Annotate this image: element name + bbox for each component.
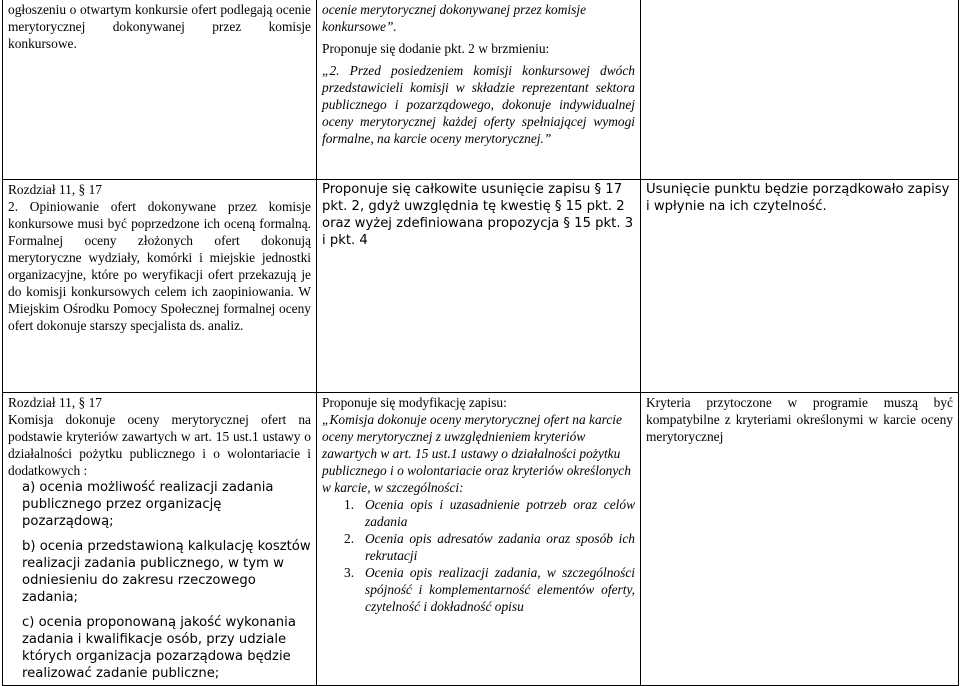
criterion-c: c) ocenia proponowaną jakość wykonania zadania i kwalifikacje osób, przy udziale których organizacja pozarządowa będzie realizować zadanie publiczne; [22, 615, 296, 681]
criteria-list [322, 496, 635, 615]
paragraph: Proponuje się całkowite usunięcie zapisu § 17 pkt. 2, gdyż uwzględnia tę kwestię § 15 pkt. 2 oraz wyżej zdefiniowana propozycja § 15 pkt. 3 i pkt. 4 [322, 182, 634, 248]
paragraph: Proponuje się dodanie pkt. 2 w brzmieniu: [322, 41, 550, 56]
cell-current-text [3, 393, 317, 686]
cell-proposal [317, 0, 641, 180]
paragraph: Komisja dokonuje oceny merytorycznej ofert na podstawie kryteriów zawartych w art. 15 ust.1 ustawy o działalności pożytku publicznego i o wolontariacie i dodatkowych : [8, 412, 311, 478]
cell-current-text [3, 0, 317, 180]
cell-justification [641, 0, 959, 180]
criterion-a: a) ocenia możliwość realizacji zadania publicznego przez organizację pozarządową; [22, 480, 274, 529]
paragraph: Usunięcie punktu będzie porządkowało zapisy i wpłynie na ich czytelność. [646, 182, 950, 214]
cell-justification [641, 180, 959, 393]
quote: „Komisja dokonuje oceny merytorycznej ofert na karcie oceny merytorycznej z uwzględnieniem kryteriów zawartych w art. 15 ust.1 ustawy o działalności pożytku publicznego i o wolontariacie oraz kryteriów określonych w karcie, w szczególności: [322, 412, 631, 495]
criterion-b: b) ocenia przedstawioną kalkulację kosztów realizacji zadania publicznego, w tym w odniesieniu do zakresu rzeczowego zadania; [22, 539, 311, 605]
paragraph: ogłoszeniu o otwartym konkursie ofert podlegają ocenie merytorycznej dokonywanej przez komisje konkursowe. [8, 2, 311, 51]
paragraph: Proponuje się modyfikację zapisu: [322, 395, 507, 410]
table-row [3, 0, 959, 180]
quote: „2. Przed posiedzeniem komisji konkursowej dwóch przedstawicieli komisji w składzie reprezentant sektora publicznego i pozarządowego, dokonuje indywidualnej oceny merytorycznej każdej oferty spełniającej wymogi formalne, na karcie oceny merytorycznej.” [322, 63, 635, 146]
list-item: 2. Ocenia opis adresatów zadania oraz sposób ich rekrutacji [344, 531, 635, 563]
cell-justification [641, 393, 959, 686]
paragraph: ocenie merytorycznej dokonywanej przez komisje konkursowe”. [322, 2, 587, 34]
paragraph: 2. Opiniowanie ofert dokonywane przez komisje konkursowe musi być poprzedzone ich oceną formalną. Formalnej oceny złożonych ofert dokonują merytoryczne wydziały, komórki i miejskie jednostki organizacyjne, które po weryfikacji ofert przekazują je do komisji konkursowych celem ich zaopiniowania. W Miejskim Ośrodku Pomocy Społecznej formalnej oceny ofert dokonuje starszy specjalista ds. analiz. [8, 199, 311, 333]
table-row [3, 393, 959, 686]
table-row [3, 180, 959, 393]
comments-table [2, 0, 959, 686]
cell-current-text [3, 180, 317, 393]
section-ref: Rozdział 11, § 17 [8, 395, 102, 410]
cell-proposal [317, 393, 641, 686]
list-item: 3. Ocenia opis realizacji zadania, w szczególności spójność i komplementarność elementów oferty, czytelność i dokładność opisu [344, 565, 635, 614]
cell-proposal [317, 180, 641, 393]
paragraph: Kryteria przytoczone w programie muszą być kompatybilne z kryteriami określonymi w karcie oceny merytorycznej [646, 395, 953, 444]
list-item: 1. Ocenia opis i uzasadnienie potrzeb oraz celów zadania [344, 497, 635, 529]
section-ref: Rozdział 11, § 17 [8, 182, 102, 197]
